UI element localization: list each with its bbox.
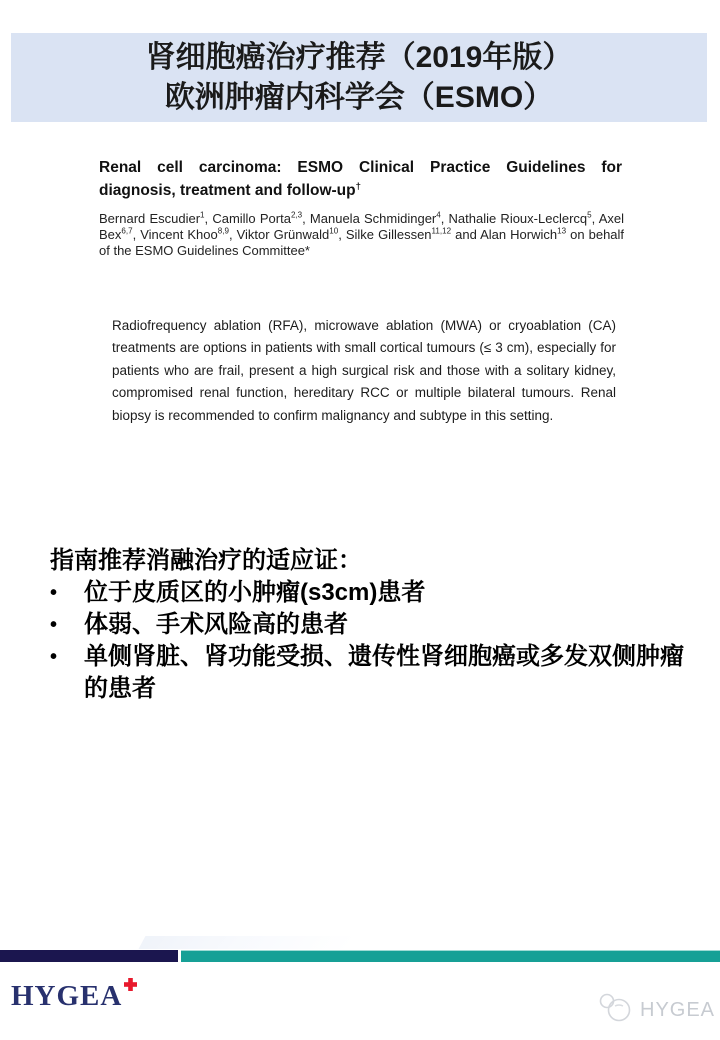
notes-block — [50, 544, 710, 705]
bullet-item — [50, 641, 710, 705]
paper-title — [99, 156, 622, 202]
watermark-logo-icon — [597, 992, 635, 1028]
hygea-logo-text: HYGEA — [11, 980, 123, 1012]
dagger-superscript: † — [355, 180, 361, 192]
hygea-logo — [11, 980, 137, 1012]
paper-abstract: Radiofrequency ablation (RFA), microwave ablation (MWA) or cryoablation (CA) treatments are options in patients with small cortical tumours (≤ 3 cm), especially for patients who are frail, present a high surgical risk and those with a solitary kidney, compromised renal function, hereditary RCC or multiple bilateral tumours. Renal biopsy is recommended to confirm malignancy and subtype in this setting. — [112, 318, 616, 423]
footer-bar-teal — [181, 950, 720, 962]
bullet-text: 体弱、手术风险高的患者 — [84, 611, 348, 638]
bullet-dot: • — [50, 646, 58, 668]
watermark — [597, 992, 715, 1028]
header-title-line1: 肾细胞癌治疗推荐（2019年版） — [145, 40, 573, 74]
red-cross-icon — [124, 978, 137, 996]
footer-bar-navy — [0, 950, 178, 962]
bullet-item — [50, 609, 710, 641]
bullet-list — [50, 577, 710, 705]
bullet-text: 位于皮质区的小肿瘤(s3cm)患者 — [84, 579, 426, 606]
bullet-dot: • — [50, 582, 58, 604]
notes-heading: 指南推荐消融治疗的适应证： — [50, 547, 362, 574]
paper-title-line2-text: diagnosis, treatment and follow-up — [99, 182, 356, 199]
watermark-text: HYGEA — [640, 998, 716, 1021]
paper-title-line1: Renal cell carcinoma: ESMO Clinical Practice Guidelines for — [99, 159, 622, 176]
bullet-dot: • — [50, 614, 58, 636]
bullet-text: 单侧肾脏、肾功能受损、遗传性肾细胞癌或多发双侧肿瘤的患者 — [84, 643, 684, 702]
paper-title-line2 — [99, 179, 622, 202]
ghost-artifact — [139, 936, 356, 949]
bullet-item — [50, 577, 710, 609]
header-title-line2: 欧洲肿瘤内科学会（ESMO） — [164, 80, 554, 114]
slide-header-banner — [11, 33, 707, 122]
paper-authors: Bernard Escudier$^1$, Camillo Porta$^{2,3}$, Manuela Schmidinger$^4$, Nathalie Rioux-Leclercq$^5$, Axel Bex$^{6,7}$, Vincent Khoo$^{8,9}$, Viktor Grünwald$^{10}$, Silke Gillessen$^{11,12}$ and Alan Horwich$^{13}$ on behalf of the ESMO Guidelines Committee* — [99, 210, 625, 259]
